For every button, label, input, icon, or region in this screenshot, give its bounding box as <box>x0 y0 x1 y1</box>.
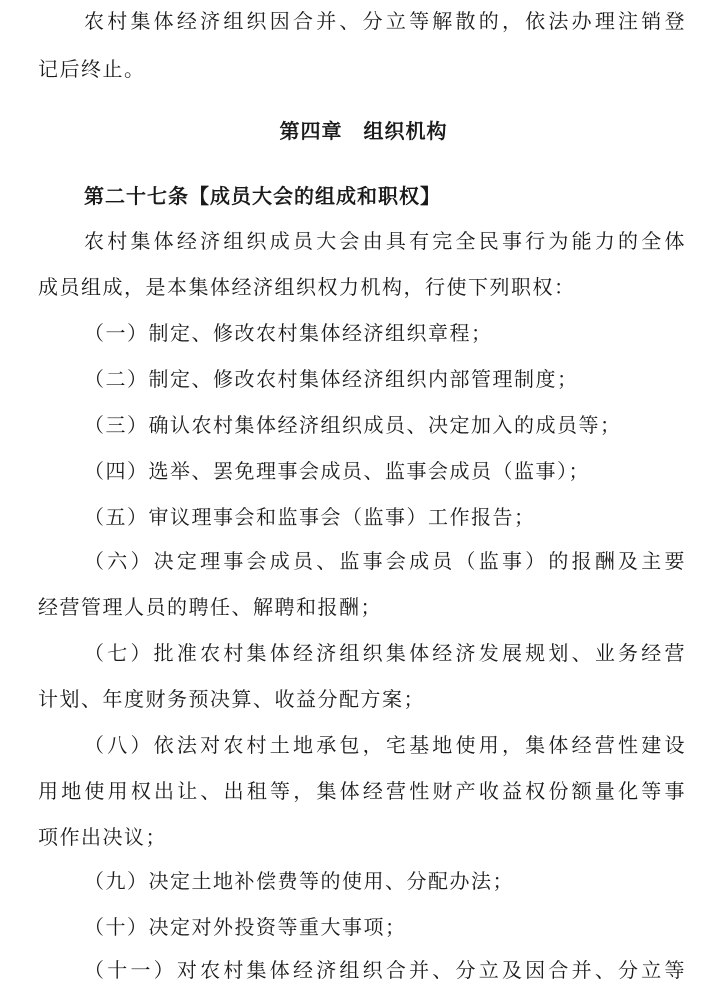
list-item: （一）制定、修改农村集体经济组织章程； <box>84 321 493 345</box>
paragraph-line: 农村集体经济组织成员大会由具有完全民事行为能力的全体 <box>84 229 686 253</box>
article-title: 第二十七条【成员大会的组成和职权】 <box>84 184 441 208</box>
list-item: （三）确认农村集体经济组织成员、决定加入的成员等； <box>84 413 622 437</box>
list-item: （十）决定对外投资等重大事项； <box>84 915 407 939</box>
list-item: （五）审议理事会和监事会（监事）工作报告； <box>84 505 536 529</box>
list-item: （七）批准农村集体经济组织集体经济发展规划、业务经营 <box>84 641 686 665</box>
list-item-continuation: 计划、年度财务预决算、收益分配方案； <box>38 687 425 711</box>
list-item-continuation: 项作出决议； <box>38 825 167 849</box>
paragraph-line: 成员组成，是本集体经济组织权力机构，行使下列职权： <box>38 275 576 299</box>
list-item-continuation: 经营管理人员的聘任、解聘和报酬； <box>38 595 382 619</box>
list-item: （六）决定理事会成员、监事会成员（监事）的报酬及主要 <box>84 549 686 573</box>
list-item: （二）制定、修改农村集体经济组织内部管理制度； <box>84 367 579 391</box>
paragraph-line: 农村集体经济组织因合并、分立等解散的，依法办理注销登 <box>84 9 686 33</box>
list-item: （八）依法对农村土地承包，宅基地使用，集体经营性建设 <box>84 733 686 757</box>
list-item: （四）选举、罢免理事会成员、监事会成员（监事）； <box>84 459 590 483</box>
list-item: （九）决定土地补偿费等的使用、分配办法； <box>84 869 514 893</box>
chapter-title: 第四章 组织机构 <box>279 119 448 143</box>
paragraph-line: 记后终止。 <box>38 57 146 81</box>
list-item: （十一）对农村集体经济组织合并、分立及因合并、分立等 <box>84 958 686 982</box>
list-item-continuation: 用地使用权出让、出租等，集体经营性财产收益权份额量化等事 <box>38 779 686 803</box>
